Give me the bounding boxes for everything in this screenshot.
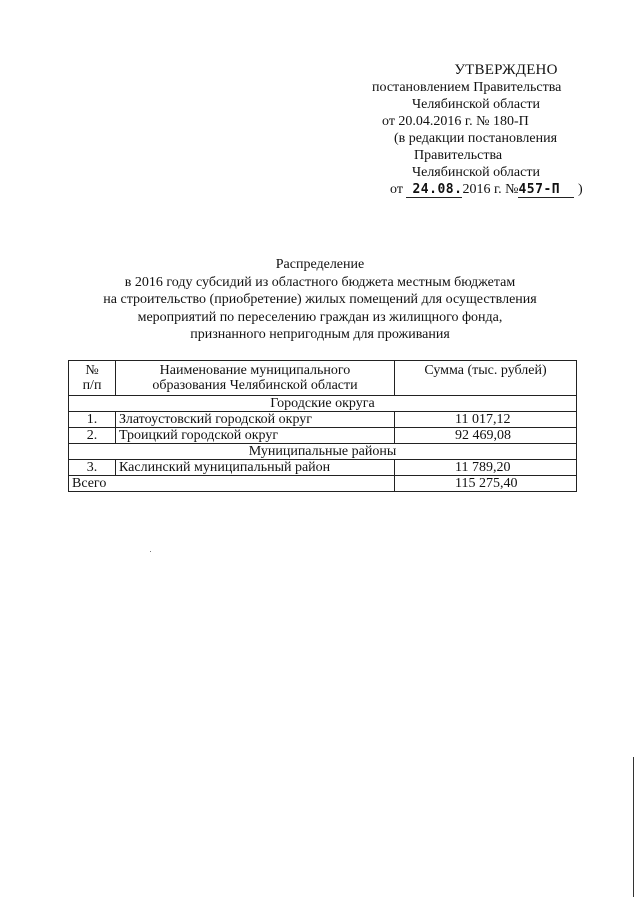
scan-edge-mark: [633, 757, 634, 897]
approval-line-5: Правительства: [414, 148, 503, 163]
approval-line-4: (в редакции постановления: [394, 131, 558, 146]
distribution-table: [68, 360, 577, 492]
row-name: Златоустовский городской округ: [116, 412, 395, 428]
header-sum: Сумма (тыс. рублей): [395, 361, 577, 396]
title-line-2: в 2016 году субсидий из областного бюджета местным бюджетам: [124, 274, 516, 290]
header-name-line-1: Наименование муниципального: [159, 363, 351, 378]
row-sum: 11 789,20: [395, 460, 577, 476]
row-num: 2.: [69, 428, 116, 444]
total-sum: 115 275,40: [395, 476, 577, 492]
title-line-1: Распределение: [275, 257, 365, 272]
approval-stamp: УТВЕРЖДЕНО: [454, 62, 558, 78]
amendment-number-field: [518, 182, 574, 198]
amendment-line: [372, 181, 608, 198]
table-row: [69, 428, 577, 444]
amendment-close: ): [577, 182, 583, 197]
approval-block: [372, 62, 608, 198]
table-row: [69, 460, 577, 476]
row-name: Троицкий городской округ: [116, 428, 395, 444]
section-row: [69, 444, 577, 460]
section-title-districts: Муниципальные районы: [69, 444, 577, 460]
row-sum: 11 017,12: [395, 412, 577, 428]
amendment-prefix: от: [390, 182, 403, 197]
row-num: 1.: [69, 412, 116, 428]
amendment-year: 2016 г. №: [462, 182, 519, 197]
header-num: [69, 361, 116, 396]
table-header-row: [69, 361, 577, 396]
approval-line-6: Челябинской области: [412, 165, 540, 180]
approval-line-1: постановлением Правительства: [372, 80, 562, 95]
header-num-line-2: п/п: [82, 378, 102, 393]
title-line-5: признанного непригодным для проживания: [190, 327, 450, 342]
row-num: 3.: [69, 460, 116, 476]
approval-line-2: Челябинской области: [412, 97, 540, 112]
total-label: Всего: [69, 476, 395, 492]
scan-speck: [150, 551, 151, 552]
header-num-line-1: №: [85, 363, 99, 378]
table-row: [69, 412, 577, 428]
title-line-4: мероприятий по переселению граждан из жилищного фонда,: [137, 309, 503, 325]
section-title-urban: Городские округа: [69, 396, 577, 412]
section-row: [69, 396, 577, 412]
document-title: [60, 256, 580, 344]
row-name: Каслинский муниципальный район: [116, 460, 395, 476]
amendment-date: 24.08.: [412, 182, 463, 197]
amendment-number: 457-П: [518, 182, 561, 197]
title-line-3: на строительство (приобретение) жилых помещений для осуществления: [103, 292, 537, 307]
header-name-line-2: образования Челябинской области: [152, 378, 358, 393]
header-name: [116, 361, 395, 396]
approval-line-3: от 20.04.2016 г. № 180-П: [382, 114, 529, 129]
row-sum: 92 469,08: [395, 428, 577, 444]
total-row: [69, 476, 577, 492]
amendment-date-field: [406, 182, 462, 198]
